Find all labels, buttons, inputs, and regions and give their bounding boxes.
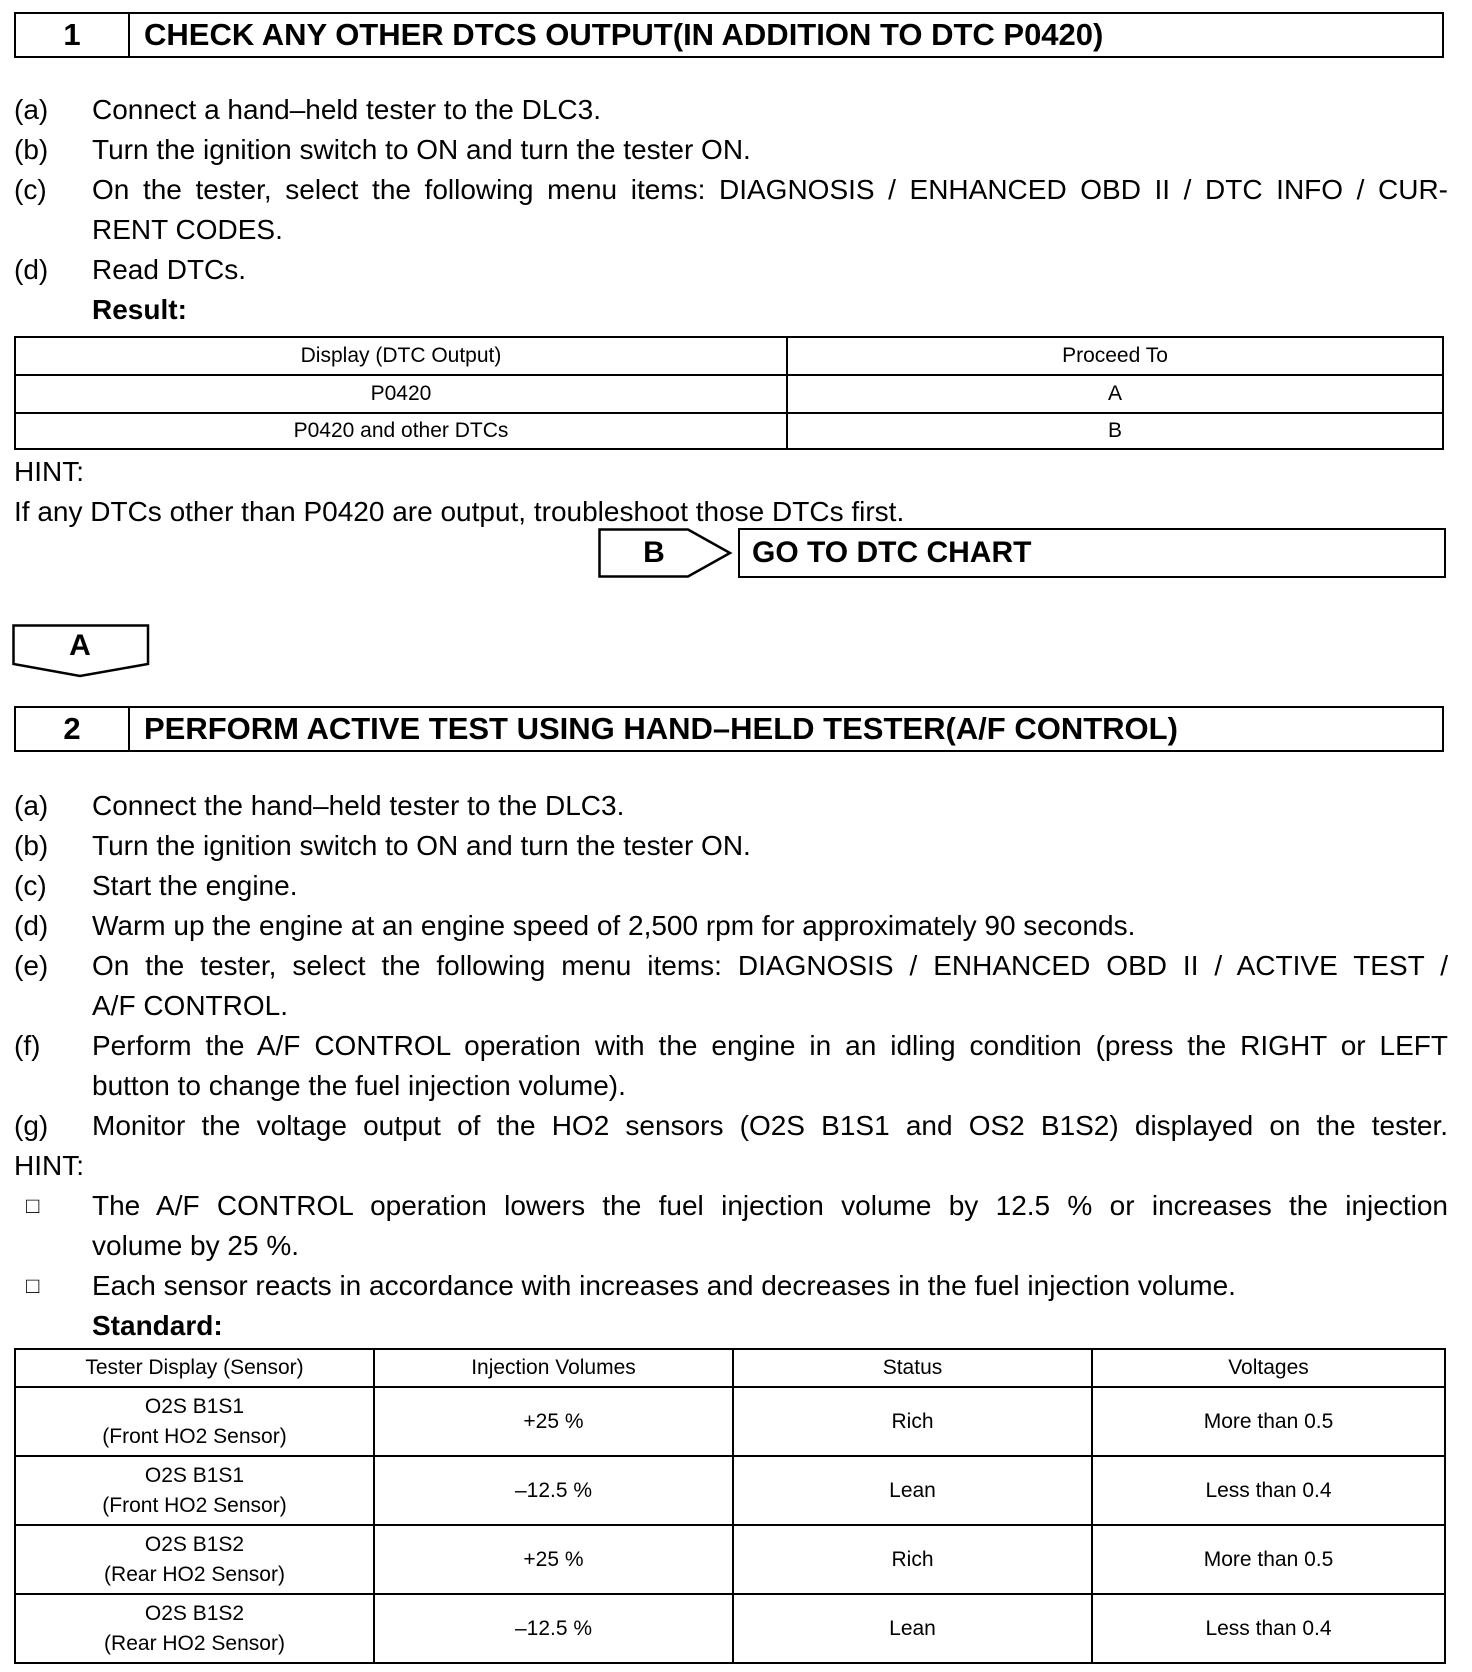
table-row	[15, 1456, 1445, 1525]
table-cell: Less than 0.4	[1092, 1456, 1445, 1525]
step1-header	[14, 12, 1444, 58]
step1-item-b: (b) Turn the ignition switch to ON and turn the tester ON.	[14, 134, 751, 165]
result-table	[14, 336, 1444, 450]
branch-letter: B	[643, 536, 665, 569]
table-header-cell: Injection Volumes	[374, 1349, 733, 1387]
table-cell: Rich	[733, 1387, 1092, 1456]
step2-item-f: (f) Perform the A/F CONTROL operation with the engine in an idling condition (press the RIGHT or LEFT	[14, 1030, 1448, 1061]
table-row	[15, 1387, 1445, 1456]
step1-number: 1	[16, 14, 130, 56]
step1-instructions	[14, 90, 1448, 330]
table-cell: –12.5 %	[374, 1456, 733, 1525]
continue-a-tab	[12, 624, 148, 676]
step2-item-b: (b) Turn the ignition switch to ON and turn the tester ON.	[14, 830, 751, 861]
step2-item-a: (a) Connect the hand–held tester to the DLC3.	[14, 790, 625, 821]
table-header-cell: Display (DTC Output)	[15, 337, 787, 375]
hint-label: HINT:	[14, 456, 84, 487]
table-cell: More than 0.5	[1092, 1525, 1445, 1594]
step1-hint	[14, 452, 904, 532]
step2-header	[14, 706, 1444, 752]
step2-item-f-cont: button to change the fuel injection volume).	[92, 1070, 626, 1101]
step2-item-d: (d) Warm up the engine at an engine speed of 2,500 rpm for approximately 90 seconds.	[14, 910, 1136, 941]
table-cell: +25 %	[374, 1525, 733, 1594]
step2-title: PERFORM ACTIVE TEST USING HAND–HELD TESTER(A/F CONTROL)	[144, 711, 1178, 746]
table-row	[15, 1349, 1445, 1387]
checkbox-icon: □	[26, 1273, 40, 1298]
hint-text: If any DTCs other than P0420 are output, troubleshoot those DTCs first.	[14, 496, 905, 527]
table-cell: B	[787, 413, 1443, 449]
table-row	[15, 413, 1443, 449]
step1-title: CHECK ANY OTHER DTCS OUTPUT(IN ADDITION TO DTC P0420)	[144, 17, 1104, 52]
step1-item-c: (c) On the tester, select the following menu items: DIAGNOSIS / ENHANCED OBD II / DTC INFO / CUR-	[14, 174, 1448, 205]
step1-item-a: (a) Connect a hand–held tester to the DLC3.	[14, 94, 602, 125]
table-cell: –12.5 %	[374, 1594, 733, 1663]
standard-label: Standard:	[92, 1310, 223, 1341]
table-header-cell: Tester Display (Sensor)	[15, 1349, 374, 1387]
table-header-cell: Status	[733, 1349, 1092, 1387]
table-cell: P0420	[15, 375, 787, 413]
step2-item-e: (e) On the tester, select the following menu items: DIAGNOSIS / ENHANCED OBD II / ACTIVE TEST /	[14, 950, 1448, 981]
table-row	[15, 1594, 1445, 1663]
table-header-cell: Voltages	[1092, 1349, 1445, 1387]
step2-instructions	[14, 786, 1448, 1346]
step2-bullet-1-cont: volume by 25 %.	[92, 1230, 299, 1261]
step2-item-c: (c) Start the engine.	[14, 870, 298, 901]
step2-item-e-cont: A/F CONTROL.	[92, 990, 289, 1021]
table-cell: O2S B1S1 (Front HO2 Sensor)	[15, 1456, 374, 1525]
branch-target: GO TO DTC CHART	[738, 528, 1446, 578]
table-row	[15, 1525, 1445, 1594]
step2-bullet-2: □ Each sensor reacts in accordance with increases and decreases in the fuel injection volume.	[14, 1266, 1448, 1306]
table-cell: Rich	[733, 1525, 1092, 1594]
checkbox-icon: □	[26, 1193, 40, 1218]
step1-item-c-cont: RENT CODES.	[92, 214, 283, 245]
table-row	[15, 375, 1443, 413]
table-cell: More than 0.5	[1092, 1387, 1445, 1456]
table-row	[15, 337, 1443, 375]
table-cell: P0420 and other DTCs	[15, 413, 787, 449]
standard-table	[14, 1348, 1446, 1664]
table-header-cell: Proceed To	[787, 337, 1443, 375]
step2-hint-label: HINT:	[14, 1150, 84, 1181]
table-cell: O2S B1S1 (Front HO2 Sensor)	[15, 1387, 374, 1456]
table-cell: A	[787, 375, 1443, 413]
continue-letter: A	[69, 629, 91, 662]
table-cell: O2S B1S2 (Rear HO2 Sensor)	[15, 1525, 374, 1594]
step2-number: 2	[16, 708, 130, 750]
table-cell: Lean	[733, 1594, 1092, 1663]
step1-item-d: (d) Read DTCs.	[14, 254, 247, 285]
table-cell: O2S B1S2 (Rear HO2 Sensor)	[15, 1594, 374, 1663]
table-cell: +25 %	[374, 1387, 733, 1456]
step2-bullet-1: □ The A/F CONTROL operation lowers the fuel injection volume by 12.5 % or increases the injection	[14, 1186, 1448, 1226]
table-cell: Less than 0.4	[1092, 1594, 1445, 1663]
table-cell: Lean	[733, 1456, 1092, 1525]
result-label: Result:	[92, 294, 187, 325]
step2-item-g: (g) Monitor the voltage output of the HO2 sensors (O2S B1S1 and OS2 B1S2) displayed on the tester.	[14, 1110, 1448, 1141]
